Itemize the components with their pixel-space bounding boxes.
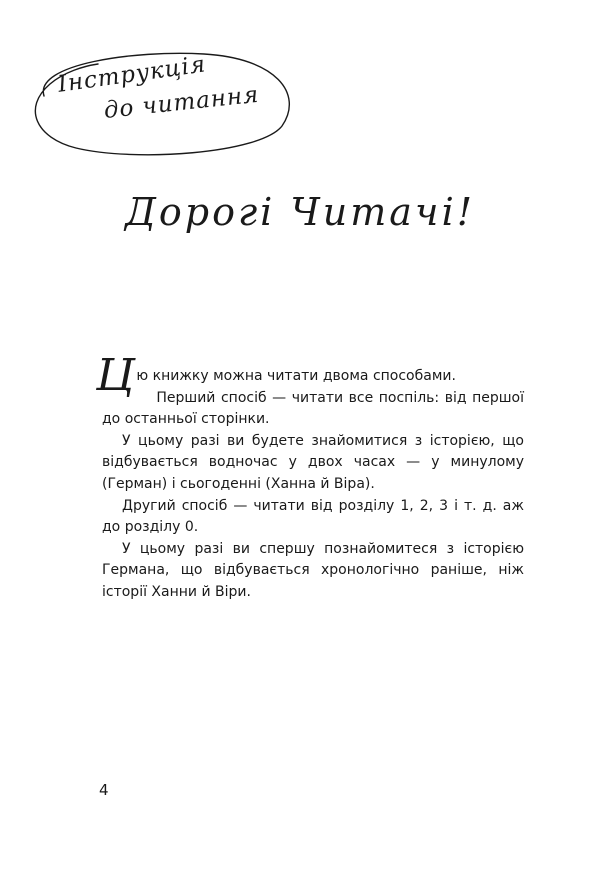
badge-title-line-1: Інструкція (56, 51, 208, 98)
paragraph-1 (96, 350, 524, 401)
body-text (96, 350, 524, 604)
paragraph-5: У цьому разі ви спершу познайомитеся з історією Германа, що відбувається хронологічно раніше, ніж історії Ханни й Віри. (102, 540, 524, 600)
chapter-badge (14, 44, 304, 162)
paragraph-4: Другий спосіб — читати від розділу 1, 2, 3 і т. д. аж до розділу 0. (102, 497, 524, 536)
page-number: 4 (99, 781, 109, 799)
greeting-heading: Дорогі Читачі! (124, 190, 475, 234)
drop-cap: Ц (96, 350, 135, 401)
paragraph-1-text: ю книжку можна читати двома способами. (136, 368, 456, 384)
paragraph-3: У цьому разі ви будете знайомитися з історією, що відбувається водночас у двох часах — у минулому (Герман) і сьогоденні (Ханна й Віра). (102, 432, 524, 492)
paragraph-2: Перший спосіб — читати все поспіль: від першої до останньої сторінки. (102, 389, 524, 428)
badge-title-line-2: до читання (102, 81, 261, 124)
